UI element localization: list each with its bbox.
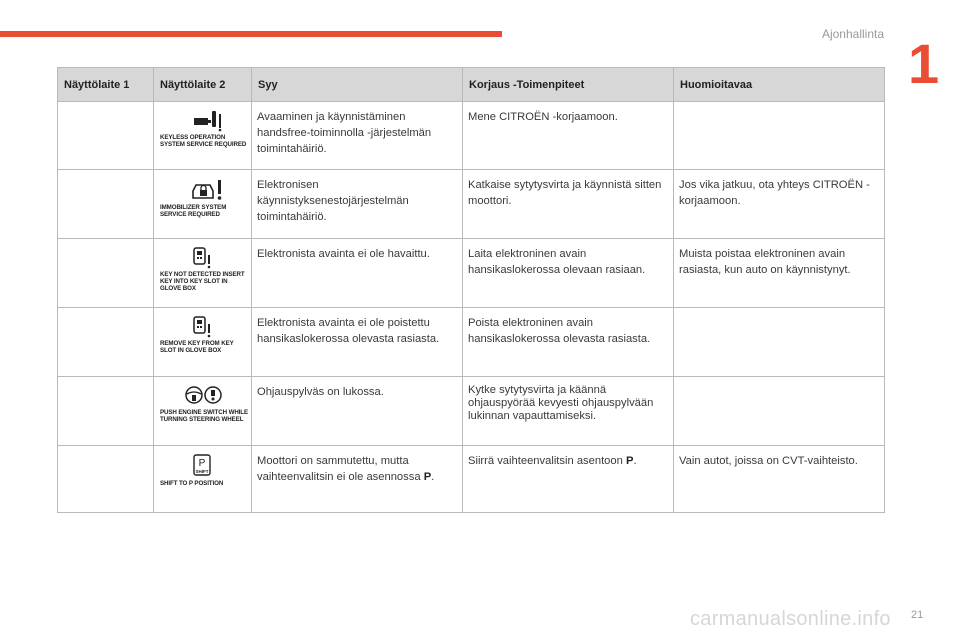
indicator — [160, 110, 250, 148]
action-cell: Poista elektroninen avain hansikaslokerossa olevasta rasiasta. — [463, 308, 674, 377]
action-cell — [463, 446, 674, 513]
indicator — [160, 316, 250, 354]
indicator-label: PUSH ENGINE SWITCH WHILE TURNING STEERING WHEEL — [160, 409, 249, 423]
cause-cell: Elektronisen käynnistyksenestojärjestelmän toimintahäiriö. — [252, 170, 463, 239]
table-row — [58, 102, 885, 170]
indicator-label: REMOVE KEY FROM KEY SLOT IN GLOVE BOX — [160, 340, 234, 354]
indicator — [160, 454, 250, 487]
indicator-label: IMMOBILIZER SYSTEM SERVICE REQUIRED — [160, 204, 227, 218]
chapter-number: 1 — [908, 32, 940, 95]
display1-cell — [58, 446, 154, 513]
table-row — [58, 446, 885, 513]
display2-cell — [154, 239, 252, 308]
steering-lock-icon — [184, 385, 224, 407]
table-row — [58, 308, 885, 377]
action-text: Siirrä vaihteenvalitsin asentoon — [468, 455, 626, 467]
column-header: Syy — [252, 68, 463, 102]
note-cell — [674, 102, 885, 170]
cause-cell: Ohjauspylväs on lukossa. — [252, 377, 463, 446]
table-header-row — [58, 68, 885, 102]
column-header: Näyttölaite 2 — [154, 68, 252, 102]
display2-cell — [154, 377, 252, 446]
indicator — [160, 178, 250, 218]
section-title: Ajonhallinta — [821, 27, 884, 41]
cause-cell: Elektronista avainta ei ole havaittu. — [252, 239, 463, 308]
action-cell: Katkaise sytytysvirta ja käynnistä sitten moottori. — [463, 170, 674, 239]
table-row — [58, 377, 885, 446]
keyless-service-icon — [190, 110, 224, 132]
note-cell: Vain autot, joissa on CVT-vaihteisto. — [674, 446, 885, 513]
table-row — [58, 170, 885, 239]
display1-cell — [58, 239, 154, 308]
accent-bar — [0, 31, 502, 37]
display1-cell — [58, 377, 154, 446]
remove-key-icon — [190, 316, 220, 338]
indicator-label: KEY NOT DETECTED INSERT KEY INTO KEY SLOT IN GLOVE BOX — [160, 271, 245, 292]
display2-cell — [154, 446, 252, 513]
action-cell: Kytke sytytysvirta ja käännä ohjauspyörää kevyesti ohjauspylvään lukinnan vapauttamiseksi. — [463, 377, 674, 446]
note-cell: Muista poistaa elektroninen avain rasiasta, kun auto on käynnistynyt. — [674, 239, 885, 308]
display1-cell — [58, 102, 154, 170]
display2-cell — [154, 170, 252, 239]
cause-cell: Avaaminen ja käynnistäminen handsfree-toiminnolla -järjestelmän toimintahäiriö. — [252, 102, 463, 170]
cause-text: Moottori on sammutettu, mutta vaihteenvalitsin ei ole asennossa — [257, 455, 424, 483]
key-not-detected-icon — [190, 247, 220, 269]
cause-bold: P — [423, 471, 432, 483]
immobilizer-icon — [190, 178, 224, 202]
note-cell — [674, 308, 885, 377]
indicator — [160, 385, 250, 423]
display1-cell — [58, 170, 154, 239]
cause-end: . — [431, 471, 435, 483]
cause-cell: Elektronista avainta ei ole poistettu hansikaslokerossa olevasta rasiasta. — [252, 308, 463, 377]
shift-p-icon — [192, 454, 216, 478]
column-header: Näyttölaite 1 — [58, 68, 154, 102]
action-cell: Laita elektroninen avain hansikaslokerossa olevaan rasiaan. — [463, 239, 674, 308]
watermark: carmanualsonline.info — [690, 608, 891, 630]
table-row — [58, 239, 885, 308]
display2-cell — [154, 102, 252, 170]
indicator-label: KEYLESS OPERATION SYSTEM SERVICE REQUIRED — [160, 134, 247, 148]
page-number: 21 — [911, 609, 924, 621]
note-cell: Jos vika jatkuu, ota yhteys CITROËN -korjaamoon. — [674, 170, 885, 239]
action-end: . — [633, 455, 637, 467]
display2-cell — [154, 308, 252, 377]
action-cell: Mene CITROËN -korjaamoon. — [463, 102, 674, 170]
indicator — [160, 247, 250, 292]
column-header: Huomioitavaa — [674, 68, 885, 102]
note-cell — [674, 377, 885, 446]
action-bold: P — [625, 455, 634, 467]
cause-cell — [252, 446, 463, 513]
warning-table — [57, 67, 885, 513]
shift-small-text: SHIFT — [195, 469, 209, 474]
indicator-label: SHIFT TO P POSITION — [160, 480, 224, 487]
display1-cell — [58, 308, 154, 377]
column-header: Korjaus -Toimenpiteet — [463, 68, 674, 102]
shift-letter: P — [198, 458, 206, 469]
